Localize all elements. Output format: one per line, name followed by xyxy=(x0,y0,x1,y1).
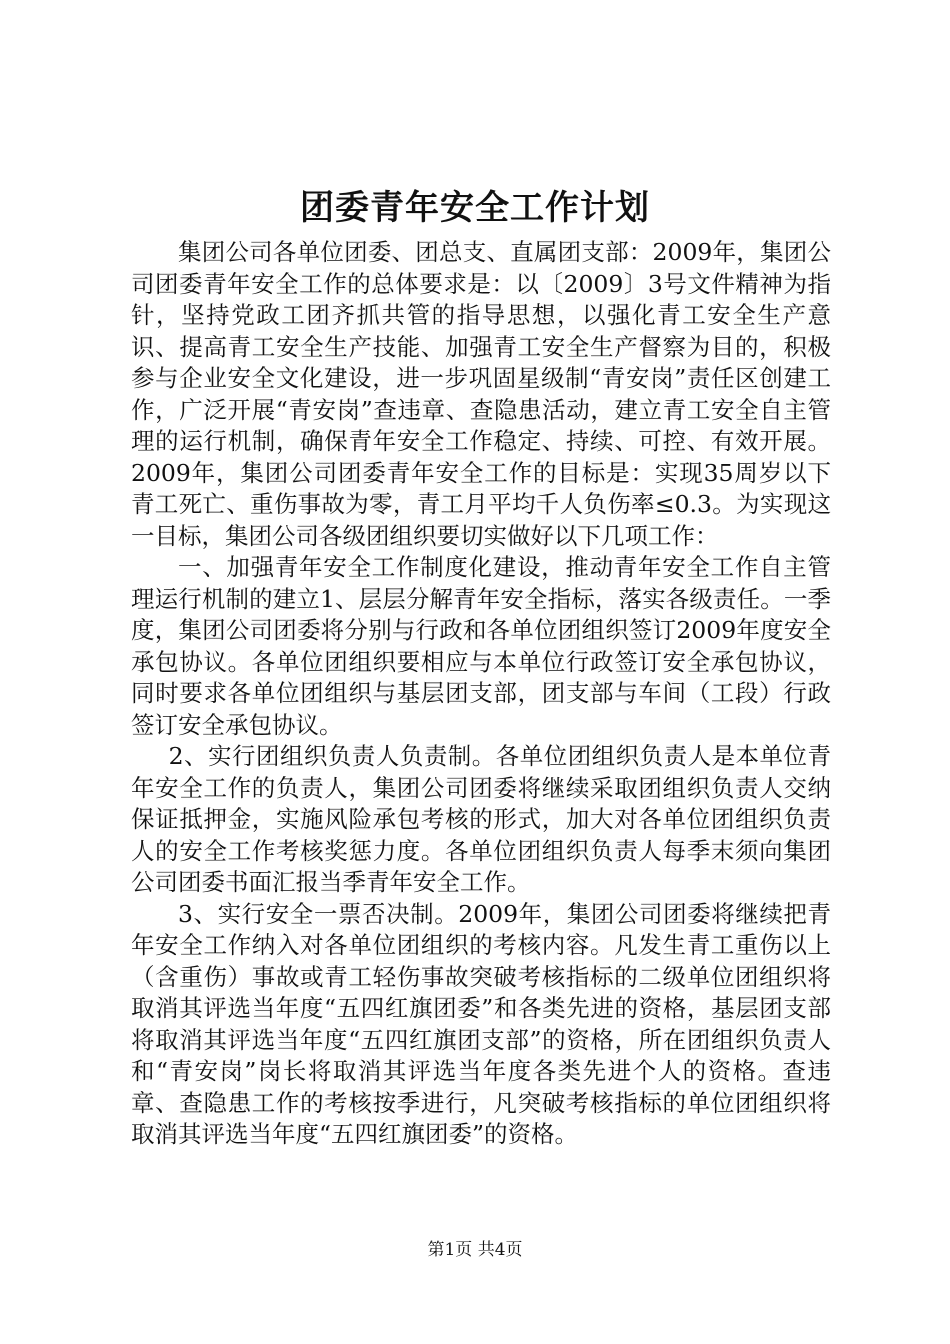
paragraph-item-3: 3、实行安全一票否决制。2009年，集团公司团委将继续把青年安全工作纳入对各单位团组织的考核内容。凡发生青工重伤以上（含重伤）事故或青工轻伤事故突破考核指标的二级单位团组织将取消其评选当年度“五四红旗团委”和各类先进的资格，基层团支部将取消其评选当年度“五四红旗团支部”的资格，所在团组织负责人和“青安岗”岗长将取消其评选当年度各类先进个人的资格。查违章、查隐患工作的考核按季进行，凡突破考核指标的单位团组织将取消其评选当年度“五四红旗团委”的资格。 xyxy=(131,899,831,1148)
document-title: 团委青年安全工作计划 xyxy=(300,188,650,228)
paragraph-item-2: 2、实行团组织负责人负责制。各单位团组织负责人是本单位青年安全工作的负责人，集团公司团委将继续采取团组织负责人交纳保证抵押金，实施风险承包考核的形式，加大对各单位团组织负责人的安全工作考核奖惩力度。各单位团组织负责人每季末须向集团公司团委书面汇报当季青年安全工作。 xyxy=(131,742,831,896)
page-footer: 第1页 共4页 xyxy=(427,1240,523,1260)
paragraph-section-1: 一、加强青年安全工作制度化建设，推动青年安全工作自主管理运行机制的建立1、层层分解青年安全指标，落实各级责任。一季度，集团公司团委将分别与行政和各单位团组织签订2009年度安全承包协议。各单位团组织要相应与本单位行政签订安全承包协议，同时要求各单位团组织与基层团支部，团支部与车间（工段）行政签订安全承包协议。 xyxy=(131,553,831,739)
paragraph-intro: 集团公司各单位团委、团总支、直属团支部：2009年，集团公司团委青年安全工作的总体要求是：以〔2009〕3号文件精神为指针，坚持党政工团齐抓共管的指导思想，以强化青工安全生产意识、提高青工安全生产技能、加强青工安全生产督察为目的，积极参与企业安全文化建设，进一步巩固星级制“青安岗”责任区创建工作，广泛开展“青安岗”查违章、查隐患活动，建立青工安全自主管理的运行机制，确保青年安全工作稳定、持续、可控、有效开展。2009年，集团公司团委青年安全工作的目标是：实现35周岁以下青工死亡、重伤事故为零，青工月平均千人负伤率≤0.3。为实现这一目标，集团公司各级团组织要切实做好以下几项工作： xyxy=(131,238,831,550)
document-body xyxy=(131,237,831,1151)
